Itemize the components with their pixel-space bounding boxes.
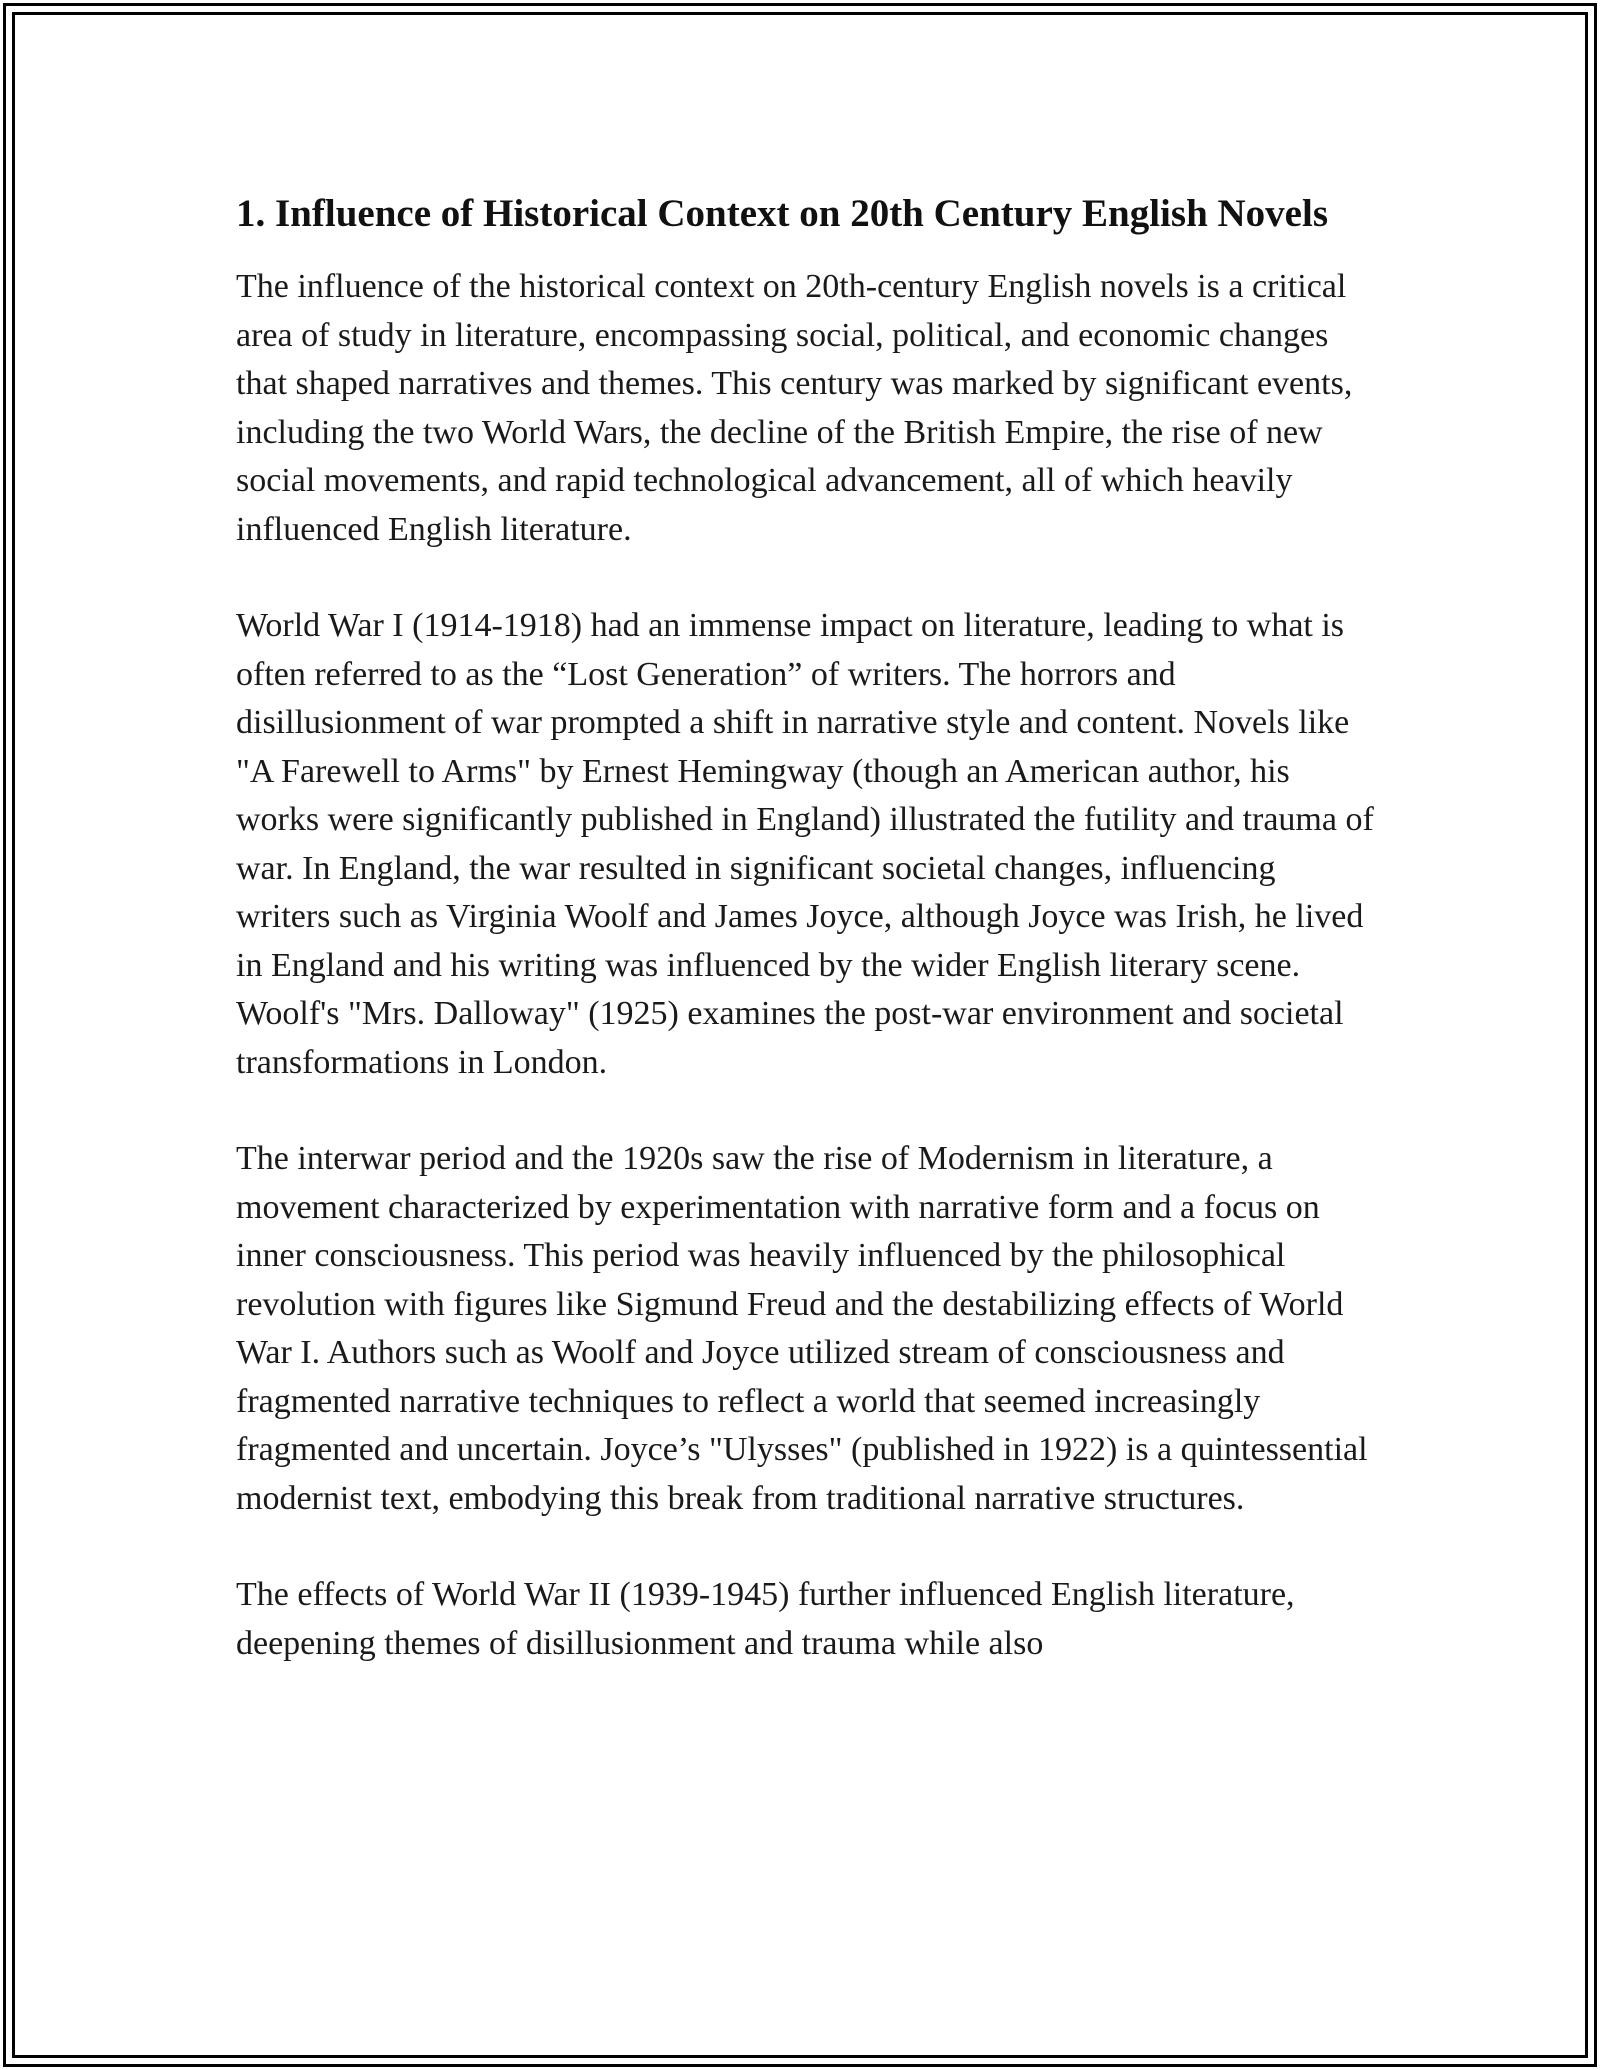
section-heading: 1. Influence of Historical Context on 20th Century English Novels: [236, 192, 1328, 235]
document-body: [236, 186, 1376, 1716]
paragraph-world-war-one: World War I (1914-1918) had an immense impact on literature, leading to what is often referred to as the “Lost Generation” of writers. The horrors and disillusionment of war prompted a shift in narrative style and content. Novels like "A Farewell to Arms" by Ernest Hemingway (though an American author, his works were significantly published in England) illustrated the futility and trauma of war. In England, the war resulted in significant societal changes, influencing writers such as Virginia Woolf and James Joyce, although Joyce was Irish, he lived in England and his writing was influenced by the wider English literary scene. Woolf's "Mrs. Dalloway" (1925) examines the post-war environment and societal transformations in London.: [236, 607, 1374, 1081]
paragraph-world-war-two: The effects of World War II (1939-1945) further influenced English literature, deepening themes of disillusionment and trauma while also: [236, 1576, 1295, 1662]
paragraph-modernism: The interwar period and the 1920s saw the rise of Modernism in literature, a movement characterized by experimentation with narrative form and a focus on inner consciousness. This period was heavily influenced by the philosophical revolution with figures like Sigmund Freud and the destabilizing effects of World War I. Authors such as Woolf and Joyce utilized stream of consciousness and fragmented narrative techniques to reflect a world that seemed increasingly fragmented and uncertain. Joyce’s "Ulysses" (published in 1922) is a quintessential modernist text, embodying this break from traditional narrative structures.: [236, 1140, 1368, 1517]
paragraph-historical-context: The influence of the historical context on 20th-century English novels is a critical area of study in literature, encompassing social, political, and economic changes that shaped narratives and themes. This century was marked by significant events, including the two World Wars, the decline of the British Empire, the rise of new social movements, and rapid technological advancement, all of which heavily influenced English literature.: [236, 268, 1353, 548]
